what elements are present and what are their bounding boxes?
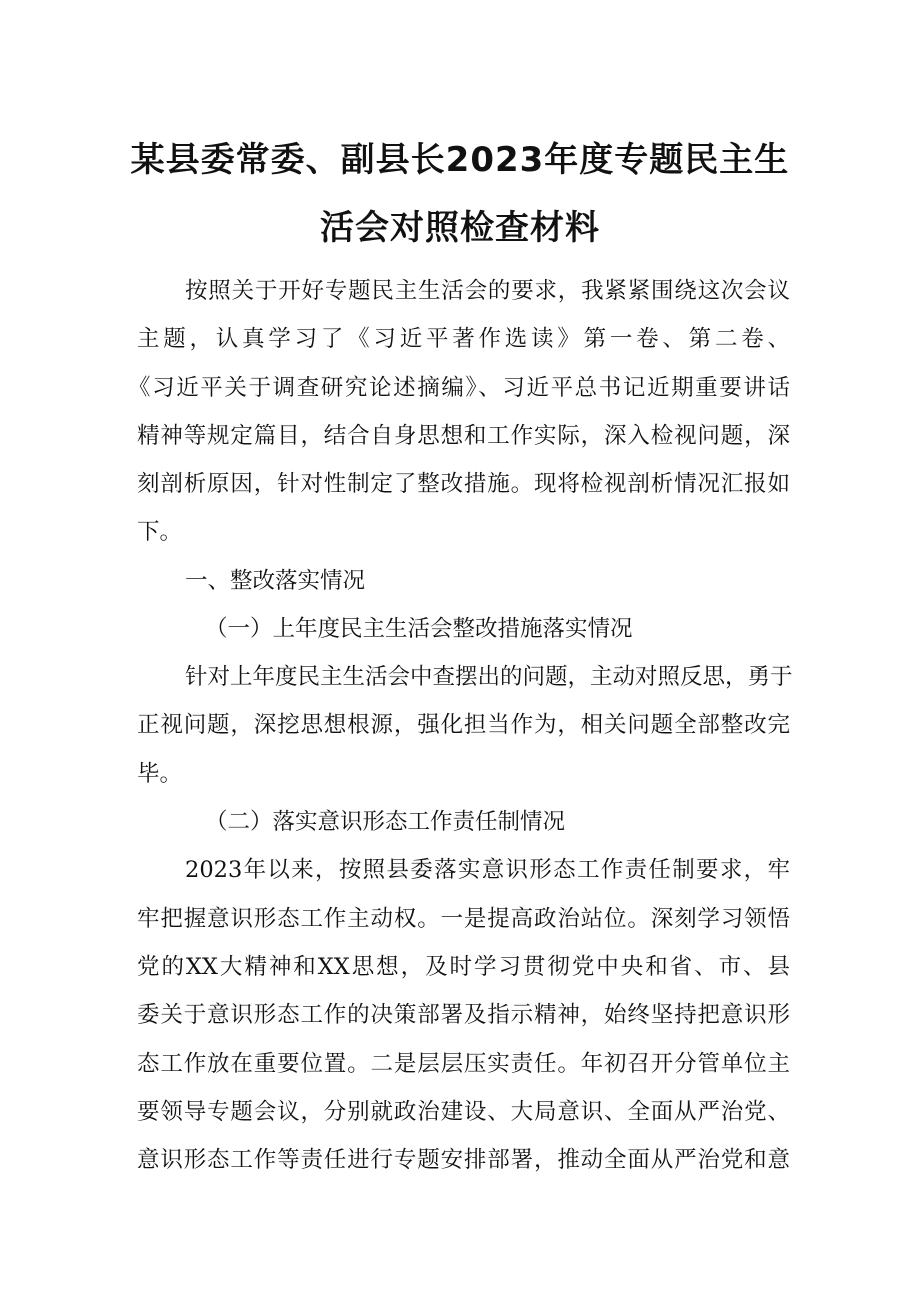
paragraph-line: 按照关于开好专题民主生活会的要求，我紧紧围绕这次会议	[185, 278, 790, 304]
paragraph-line: 《习近平关于调查研究论述摘编》、习近平总书记近期重要讲话	[128, 375, 790, 401]
paragraph-line: 委关于意识形态工作的决策部署及指示精神，始终坚持把意识形	[137, 1002, 790, 1028]
paragraph-line: 毕。	[137, 761, 183, 787]
subsection-heading: （二）落实意识形态工作责任制情况	[205, 809, 566, 835]
paragraph-line: 态工作放在重要位置。二是层层压实责任。年初召开分管单位主	[137, 1051, 790, 1077]
document-title-line-2: 活会对照检查材料	[320, 208, 600, 248]
paragraph-line: 针对上年度民主生活会中查摆出的问题，主动对照反思，勇于	[185, 664, 793, 690]
paragraph-line: 主题，认真学习了《习近平著作选读》第一卷、第二卷、	[137, 326, 790, 352]
paragraph-line: 牢把握意识形态工作主动权。一是提高政治站位。深刻学习领悟	[137, 906, 790, 932]
paragraph-line: 意识形态工作等责任进行专题安排部署，推动全面从严治党和意	[137, 1147, 790, 1173]
paragraph-line: 精神等规定篇目，结合自身思想和工作实际，深入检视问题，深	[137, 423, 790, 449]
subsection-heading: （一）上年度民主生活会整改措施落实情况	[205, 616, 633, 642]
paragraph-line: 正视问题，深挖思想根源，强化担当作为，相关问题全部整改完	[137, 712, 790, 738]
section-heading: 一、整改落实情况	[185, 568, 366, 594]
paragraph-line: 要领导专题会议，分别就政治建设、大局意识、全面从严治党、	[137, 1099, 790, 1125]
paragraph-line: 2023年以来，按照县委落实意识形态工作责任制要求，牢	[185, 857, 790, 883]
paragraph-line: 党的XX大精神和XX思想，及时学习贯彻党中央和省、市、县	[137, 954, 790, 980]
paragraph-line: 刻剖析原因，针对性制定了整改措施。现将检视剖析情况汇报如	[137, 471, 790, 497]
paragraph-line: 下。	[137, 519, 183, 545]
document-title-line-1: 某县委常委、副县长2023年度专题民主生	[130, 140, 790, 180]
